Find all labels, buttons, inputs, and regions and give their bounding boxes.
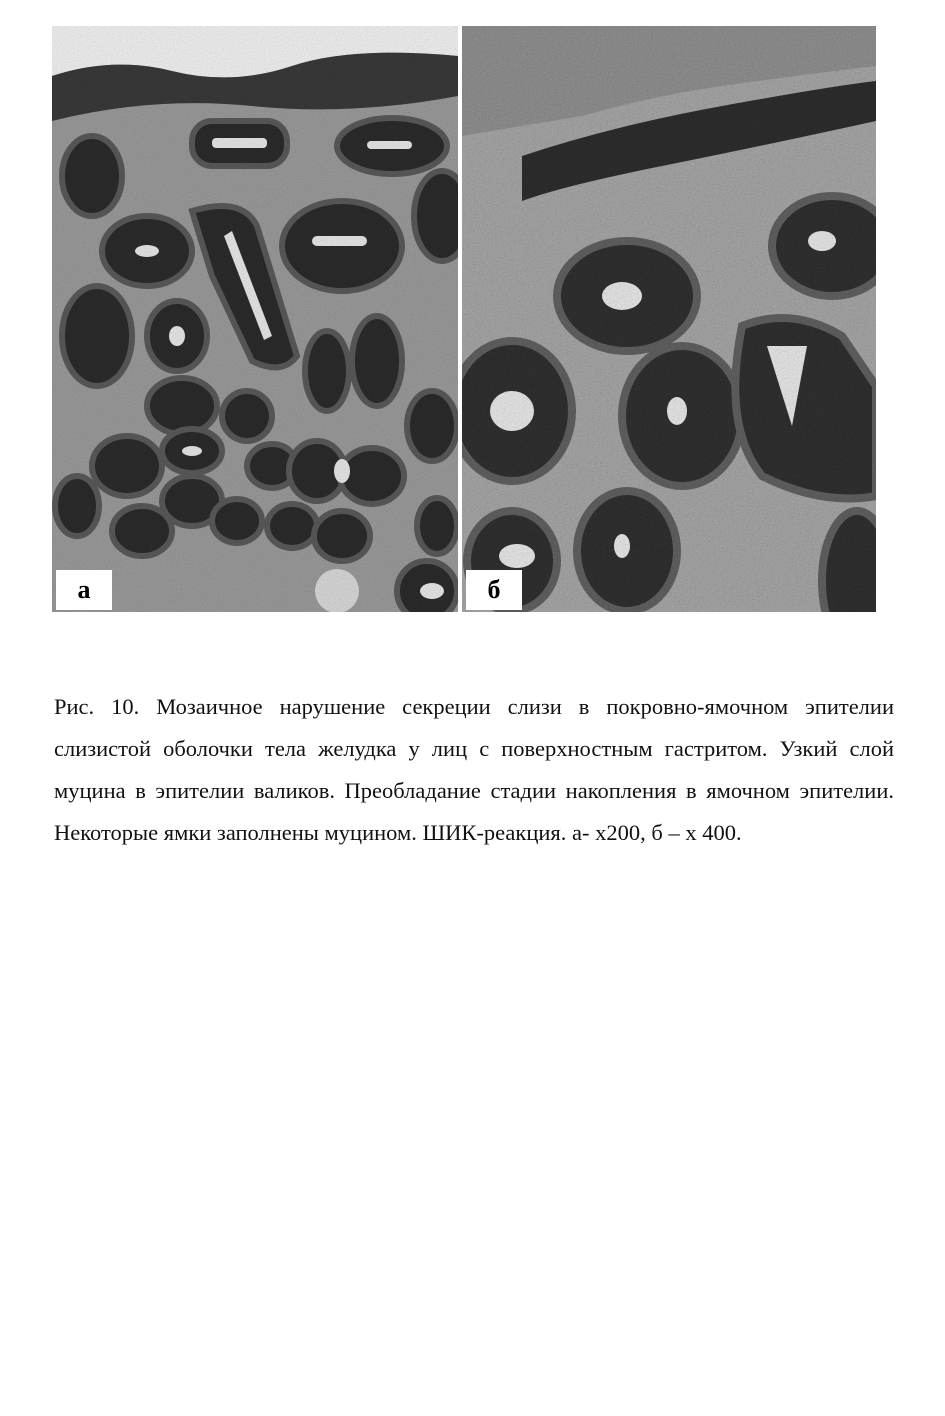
micrograph-panel-a [52, 26, 458, 612]
figure [52, 26, 876, 612]
panel-label-a: а [56, 570, 112, 610]
panel-label-b: б [466, 570, 522, 610]
micrograph-image-a [52, 26, 458, 612]
micrograph-image-b [462, 26, 876, 612]
micrograph-panel-b [462, 26, 876, 612]
figure-caption: Рис. 10. Мозаичное нарушение секреции слизи в покровно-ямочном эпителии слизистой оболочки тела желудка у лиц с поверхностным гастритом. Узкий слой муцина в эпителии валиков. Преобладание стадии накопления в ямочном эпителии. Некоторые ямки заполнены муцином. ШИК-реакция. а- х200, б – х 400. [54, 694, 894, 845]
